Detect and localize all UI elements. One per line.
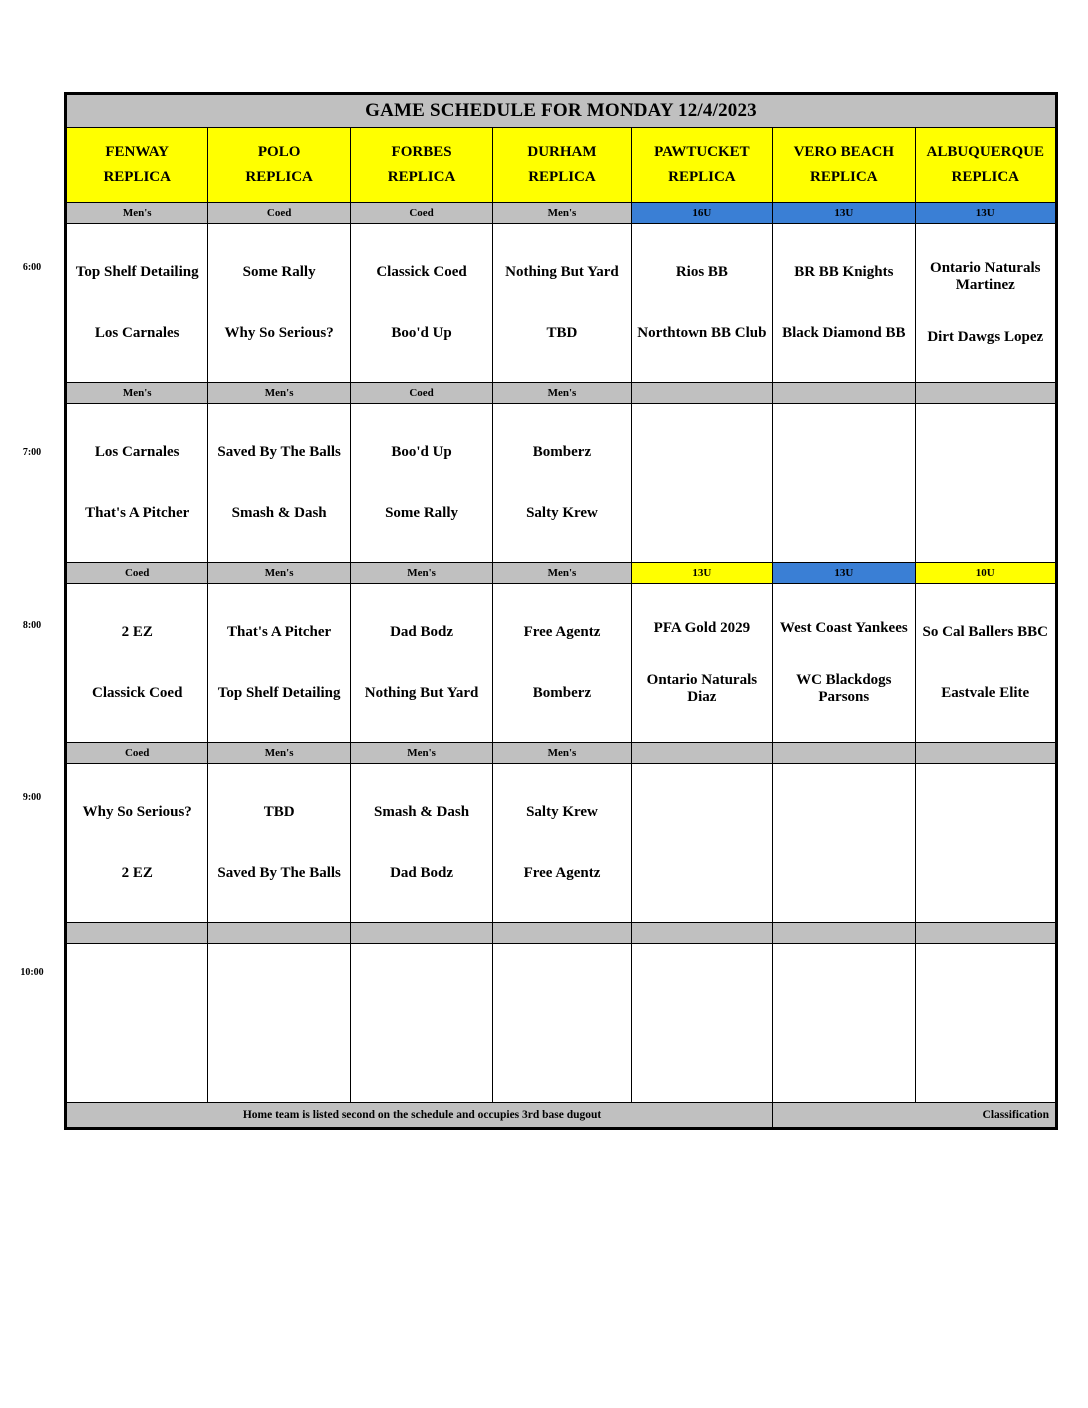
classification-cell: 16U	[631, 203, 772, 224]
home-team: Eastvale Elite	[941, 685, 1030, 701]
game-cell	[208, 404, 350, 563]
classification-cell: Men's	[493, 203, 631, 224]
field-sub: REPLICA	[245, 169, 313, 185]
home-team: 2 EZ	[121, 865, 153, 881]
away-team: Why So Serious?	[82, 804, 192, 820]
home-team: Saved By The Balls	[217, 865, 341, 881]
away-team: Ontario Naturals Martinez	[930, 259, 1041, 293]
field-sub: REPLICA	[810, 169, 878, 185]
field-header-fenway	[67, 128, 208, 203]
game-row-6	[67, 224, 1056, 383]
classification-cell: Men's	[208, 743, 350, 764]
field-sub: REPLICA	[951, 169, 1020, 185]
classification-cell: 13U	[631, 563, 772, 584]
game-cell-empty	[493, 944, 631, 1103]
classification-cell	[915, 923, 1055, 944]
game-cell-empty	[67, 944, 208, 1103]
home-team: Some Rally	[385, 505, 459, 521]
home-team: Dad Bodz	[390, 865, 454, 881]
away-team: Smash & Dash	[374, 804, 470, 820]
game-cell	[350, 584, 492, 743]
game-row-10	[67, 944, 1056, 1103]
classification-cell: 13U	[915, 203, 1055, 224]
game-cell	[208, 584, 350, 743]
classification-cell: Men's	[67, 203, 208, 224]
classification-cell: Men's	[350, 743, 492, 764]
away-team: So Cal Ballers BBC	[922, 624, 1048, 640]
field-name: PAWTUCKET	[654, 143, 750, 160]
classification-cell: Coed	[350, 203, 492, 224]
game-cell	[773, 584, 915, 743]
classification-cell: Coed	[350, 383, 492, 404]
field-header-forbes	[350, 128, 492, 203]
game-cell-empty	[773, 944, 915, 1103]
page-title: GAME SCHEDULE FOR MONDAY 12/4/2023	[67, 95, 1056, 128]
home-team: Dirt Dawgs Lopez	[927, 329, 1044, 346]
field-sub: REPLICA	[528, 169, 596, 185]
away-team: Classick Coed	[376, 264, 467, 280]
game-cell-empty	[208, 944, 350, 1103]
game-cell-empty	[915, 944, 1055, 1103]
home-team: Los Carnales	[94, 325, 180, 341]
classification-cell	[631, 743, 772, 764]
game-row-9	[67, 764, 1056, 923]
title-row	[67, 95, 1056, 128]
home-team: Salty Krew	[526, 505, 598, 521]
game-cell-empty	[631, 404, 772, 563]
home-team: Ontario Naturals Diaz	[646, 672, 758, 706]
game-cell	[67, 764, 208, 923]
classification-cell	[915, 743, 1055, 764]
game-cell	[208, 764, 350, 923]
field-header-albuquerque	[915, 128, 1055, 203]
field-name: ALBUQUERQUE	[926, 143, 1045, 160]
away-team: That's A Pitcher	[227, 624, 332, 640]
away-team: West Coast Yankees	[779, 619, 908, 636]
schedule-sheet	[64, 92, 1058, 1130]
field-name: VERO BEACH	[793, 143, 895, 160]
classification-cell: Men's	[493, 743, 631, 764]
time-label: 10:00	[20, 967, 44, 978]
home-team: Free Agentz	[523, 865, 601, 881]
game-cell	[350, 764, 492, 923]
game-cell	[350, 404, 492, 563]
game-cell-empty	[350, 944, 492, 1103]
classification-cell: Coed	[67, 563, 208, 584]
home-team: Nothing But Yard	[364, 685, 479, 701]
classification-cell	[208, 923, 350, 944]
away-team: BR BB Knights	[794, 264, 894, 280]
field-header-durham	[493, 128, 631, 203]
classification-cell	[773, 743, 915, 764]
game-cell	[67, 584, 208, 743]
home-team: Smash & Dash	[231, 505, 327, 521]
time-label: 9:00	[22, 792, 42, 803]
classification-cell	[631, 383, 772, 404]
game-cell-empty	[915, 404, 1055, 563]
classification-row-7	[67, 383, 1056, 404]
field-name: FENWAY	[105, 143, 170, 160]
game-cell	[915, 584, 1055, 743]
game-row-8	[67, 584, 1056, 743]
game-cell-empty	[773, 404, 915, 563]
home-team: WC Blackdogs Parsons	[796, 672, 892, 706]
home-team: Classick Coed	[91, 685, 183, 701]
away-team: Los Carnales	[94, 444, 180, 460]
classification-cell: Men's	[208, 563, 350, 584]
game-cell	[493, 224, 631, 383]
away-team: Saved By The Balls	[217, 444, 341, 460]
home-team: Why So Serious?	[224, 325, 334, 341]
game-cell-empty	[631, 764, 772, 923]
game-cell	[493, 764, 631, 923]
field-sub: REPLICA	[387, 169, 456, 185]
field-header-polo	[208, 128, 350, 203]
field-header-pawtucket	[631, 128, 772, 203]
field-name: DURHAM	[527, 143, 597, 160]
game-cell	[773, 224, 915, 383]
classification-cell: Men's	[493, 563, 631, 584]
away-team: Some Rally	[242, 264, 316, 280]
away-team: Nothing But Yard	[505, 264, 619, 280]
away-team: 2 EZ	[121, 624, 153, 640]
field-name: POLO	[257, 143, 301, 160]
classification-row-10	[67, 923, 1056, 944]
classification-cell: Coed	[67, 743, 208, 764]
away-team: PFA Gold 2029	[653, 619, 751, 636]
classification-cell: Men's	[350, 563, 492, 584]
classification-cell: Men's	[67, 383, 208, 404]
away-team: Dad Bodz	[390, 624, 454, 640]
field-name: FORBES	[391, 143, 452, 160]
classification-row-6	[67, 203, 1056, 224]
footer-legend: Classification	[773, 1103, 1056, 1128]
game-cell	[631, 584, 772, 743]
game-row-7	[67, 404, 1056, 563]
classification-cell: 13U	[773, 563, 915, 584]
classification-cell	[67, 923, 208, 944]
footer-note: Home team is listed second on the schedule and occupies 3rd base dugout	[67, 1103, 773, 1128]
classification-cell: Coed	[208, 203, 350, 224]
game-cell	[67, 224, 208, 383]
game-cell	[915, 224, 1055, 383]
home-team: Northtown BB Club	[637, 325, 767, 341]
classification-cell	[773, 383, 915, 404]
classification-cell	[915, 383, 1055, 404]
classification-cell	[631, 923, 772, 944]
time-label: 6:00	[22, 262, 42, 273]
home-team: TBD	[546, 325, 578, 341]
home-team: Boo'd Up	[391, 325, 452, 341]
classification-cell	[350, 923, 492, 944]
game-cell	[493, 404, 631, 563]
classification-cell: Men's	[208, 383, 350, 404]
game-cell-empty	[631, 944, 772, 1103]
classification-cell: 10U	[915, 563, 1055, 584]
home-team: Black Diamond BB	[782, 325, 906, 341]
away-team: Free Agentz	[523, 624, 601, 640]
classification-cell: 13U	[773, 203, 915, 224]
classification-cell	[493, 923, 631, 944]
away-team: Boo'd Up	[391, 444, 452, 460]
game-cell-empty	[773, 764, 915, 923]
classification-row-9	[67, 743, 1056, 764]
classification-row-8	[67, 563, 1056, 584]
away-team: Salty Krew	[526, 804, 598, 820]
classification-cell	[773, 923, 915, 944]
field-header-row	[67, 128, 1056, 203]
away-team: TBD	[263, 804, 295, 820]
time-label: 7:00	[22, 447, 42, 458]
game-cell	[208, 224, 350, 383]
home-team: Bomberz	[532, 685, 592, 701]
classification-cell: Men's	[493, 383, 631, 404]
away-team: Bomberz	[532, 444, 592, 460]
field-header-vero-beach	[773, 128, 915, 203]
footer-row	[67, 1103, 1056, 1128]
field-sub: REPLICA	[668, 169, 736, 185]
away-team: Rios BB	[675, 264, 728, 280]
home-team: That's A Pitcher	[85, 505, 190, 521]
schedule-table	[66, 94, 1056, 1128]
game-cell	[350, 224, 492, 383]
away-team: Top Shelf Detailing	[75, 264, 199, 280]
game-cell	[631, 224, 772, 383]
game-cell-empty	[915, 764, 1055, 923]
game-cell	[493, 584, 631, 743]
home-team: Top Shelf Detailing	[217, 685, 341, 701]
game-cell	[67, 404, 208, 563]
time-label: 8:00	[22, 620, 42, 631]
field-sub: REPLICA	[103, 169, 171, 185]
